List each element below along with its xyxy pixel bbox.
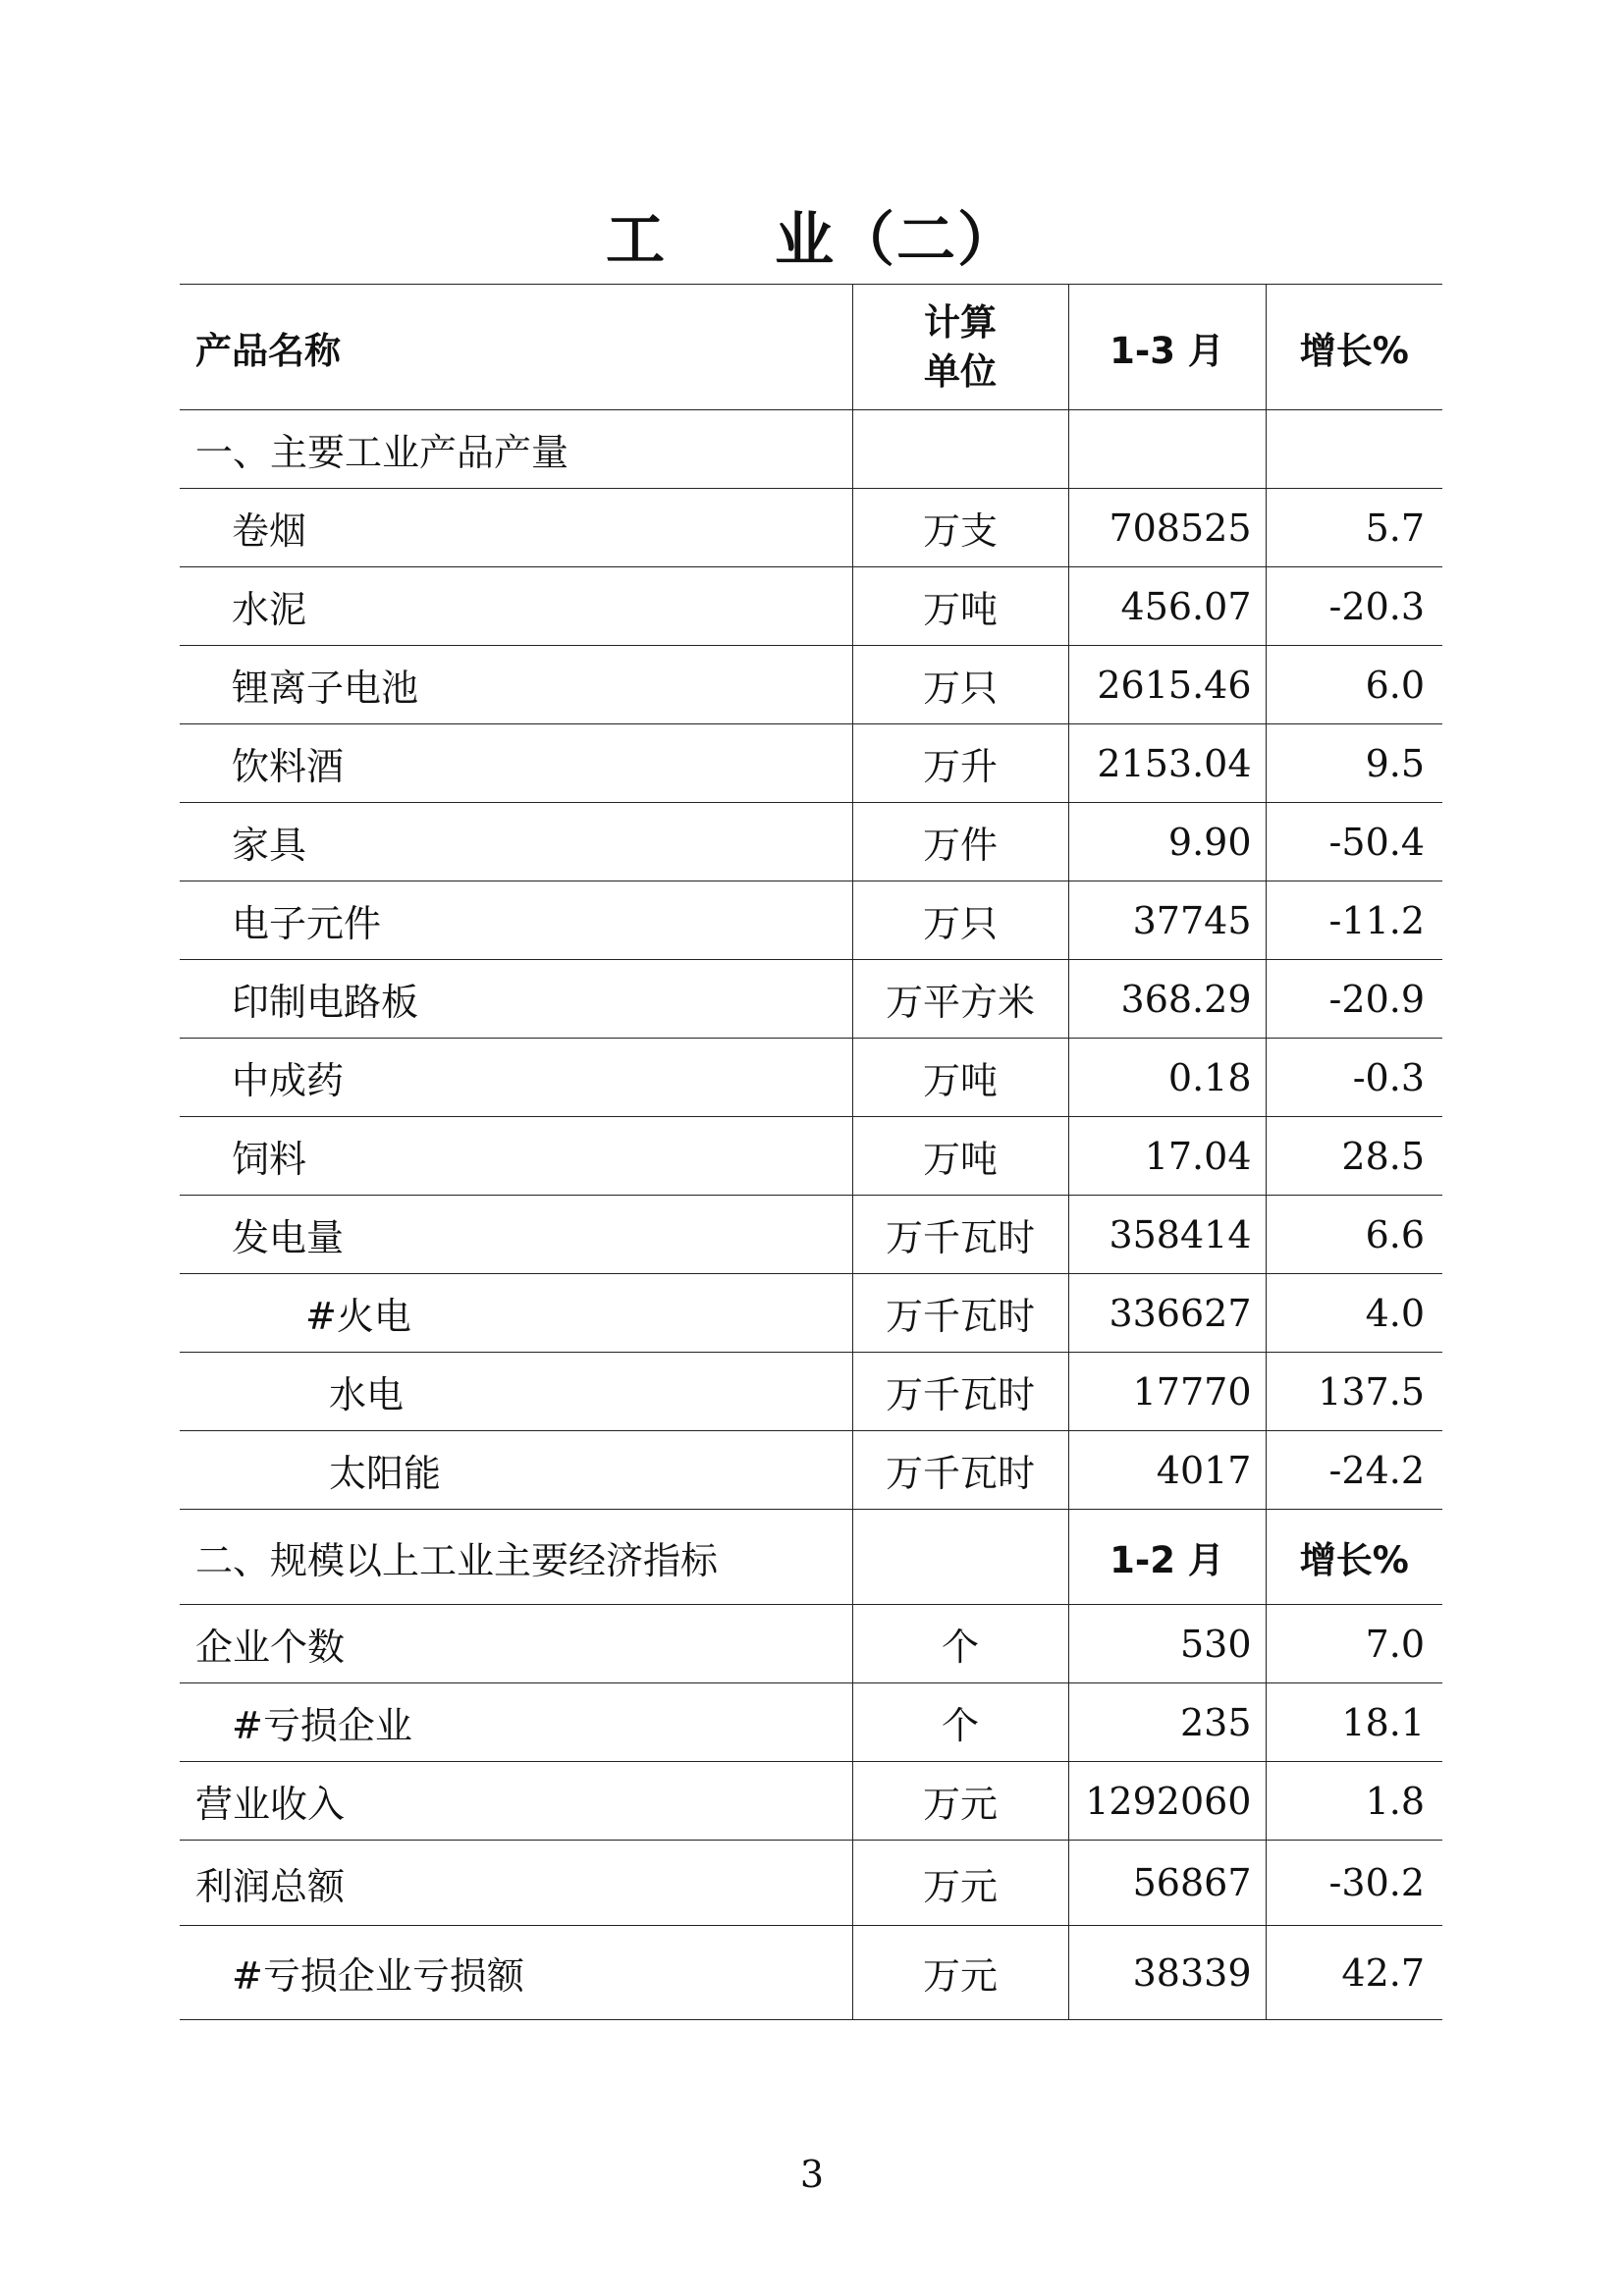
row-value: 2153.04 <box>1068 724 1266 803</box>
row-value: 235 <box>1068 1683 1266 1762</box>
row-name: 电子元件 <box>180 881 852 960</box>
row-name: 印制电路板 <box>180 960 852 1039</box>
table-row <box>180 1762 1442 1841</box>
row-unit: 万千瓦时 <box>852 1431 1068 1510</box>
row-name: 营业收入 <box>180 1762 852 1841</box>
row-value: 336627 <box>1068 1274 1266 1353</box>
row-unit: 万元 <box>852 1762 1068 1841</box>
section-label: 二、规模以上工业主要经济指标 <box>180 1510 852 1605</box>
row-growth: 4.0 <box>1266 1274 1442 1353</box>
row-unit: 万千瓦时 <box>852 1353 1068 1431</box>
row-growth: 28.5 <box>1266 1117 1442 1196</box>
page-title-part1: 工 <box>606 206 667 275</box>
row-name: 水泥 <box>180 567 852 646</box>
header-period: 1-3 月 <box>1068 285 1266 410</box>
section2-period: 1-2 月 <box>1068 1510 1266 1605</box>
row-growth: 1.8 <box>1266 1762 1442 1841</box>
row-name: 发电量 <box>180 1196 852 1274</box>
row-value: 530 <box>1068 1605 1266 1683</box>
table-row <box>180 881 1442 960</box>
table-row <box>180 803 1442 881</box>
row-unit: 万吨 <box>852 1117 1068 1196</box>
row-unit: 万平方米 <box>852 960 1068 1039</box>
header-unit: 计算 单位 <box>852 285 1068 410</box>
row-growth: -50.4 <box>1266 803 1442 881</box>
section2-growth: 增长% <box>1266 1510 1442 1605</box>
header-product-name: 产品名称 <box>180 285 852 410</box>
row-unit: 万只 <box>852 646 1068 724</box>
row-value: 17770 <box>1068 1353 1266 1431</box>
section-row-1 <box>180 410 1442 489</box>
row-value: 38339 <box>1068 1926 1266 2020</box>
row-name: #火电 <box>180 1274 852 1353</box>
row-name: 饲料 <box>180 1117 852 1196</box>
row-growth: -20.3 <box>1266 567 1442 646</box>
row-name: #亏损企业 <box>180 1683 852 1762</box>
row-unit: 万元 <box>852 1926 1068 2020</box>
row-name: 水电 <box>180 1353 852 1431</box>
row-growth: 6.0 <box>1266 646 1442 724</box>
row-growth: -11.2 <box>1266 881 1442 960</box>
row-growth: 18.1 <box>1266 1683 1442 1762</box>
row-growth: 6.6 <box>1266 1196 1442 1274</box>
row-value: 368.29 <box>1068 960 1266 1039</box>
row-name: 卷烟 <box>180 489 852 567</box>
table-row <box>180 1841 1442 1926</box>
table-row <box>180 724 1442 803</box>
row-unit: 个 <box>852 1605 1068 1683</box>
row-value: 0.18 <box>1068 1039 1266 1117</box>
row-name: 锂离子电池 <box>180 646 852 724</box>
row-growth: -30.2 <box>1266 1841 1442 1926</box>
row-name: 利润总额 <box>180 1841 852 1926</box>
row-growth: 9.5 <box>1266 724 1442 803</box>
row-value: 9.90 <box>1068 803 1266 881</box>
table-header-row <box>180 285 1442 410</box>
table-row <box>180 489 1442 567</box>
row-growth: -0.3 <box>1266 1039 1442 1117</box>
row-value: 4017 <box>1068 1431 1266 1510</box>
row-unit: 万支 <box>852 489 1068 567</box>
row-unit: 万千瓦时 <box>852 1274 1068 1353</box>
row-value: 56867 <box>1068 1841 1266 1926</box>
table-row <box>180 1039 1442 1117</box>
row-value: 37745 <box>1068 881 1266 960</box>
row-value: 456.07 <box>1068 567 1266 646</box>
row-growth: 5.7 <box>1266 489 1442 567</box>
table-row <box>180 1683 1442 1762</box>
section-label: 一、主要工业产品产量 <box>180 410 852 489</box>
row-unit: 个 <box>852 1683 1068 1762</box>
row-value: 708525 <box>1068 489 1266 567</box>
row-unit: 万千瓦时 <box>852 1196 1068 1274</box>
page-title <box>0 201 1624 280</box>
table-row <box>180 1926 1442 2020</box>
industry-table <box>180 284 1442 2020</box>
row-unit: 万吨 <box>852 1039 1068 1117</box>
row-unit: 万元 <box>852 1841 1068 1926</box>
header-growth: 增长% <box>1266 285 1442 410</box>
table-row <box>180 1274 1442 1353</box>
section-row-2 <box>180 1510 1442 1605</box>
page-title-part2: 业（二） <box>775 206 1018 275</box>
row-name: 家具 <box>180 803 852 881</box>
row-name: #亏损企业亏损额 <box>180 1926 852 2020</box>
row-unit: 万升 <box>852 724 1068 803</box>
row-unit: 万吨 <box>852 567 1068 646</box>
table-row <box>180 960 1442 1039</box>
row-unit: 万件 <box>852 803 1068 881</box>
table-row <box>180 1353 1442 1431</box>
row-growth: 42.7 <box>1266 1926 1442 2020</box>
row-unit: 万只 <box>852 881 1068 960</box>
table-row <box>180 1196 1442 1274</box>
row-name: 太阳能 <box>180 1431 852 1510</box>
row-name: 企业个数 <box>180 1605 852 1683</box>
row-value: 17.04 <box>1068 1117 1266 1196</box>
table-row <box>180 1605 1442 1683</box>
row-growth: -24.2 <box>1266 1431 1442 1510</box>
row-growth: 137.5 <box>1266 1353 1442 1431</box>
row-value: 2615.46 <box>1068 646 1266 724</box>
row-name: 饮料酒 <box>180 724 852 803</box>
row-name: 中成药 <box>180 1039 852 1117</box>
table-row <box>180 567 1442 646</box>
table-row <box>180 1117 1442 1196</box>
row-growth: 7.0 <box>1266 1605 1442 1683</box>
table-row <box>180 1431 1442 1510</box>
row-value: 1292060 <box>1068 1762 1266 1841</box>
row-growth: -20.9 <box>1266 960 1442 1039</box>
row-value: 358414 <box>1068 1196 1266 1274</box>
page-number: 3 <box>799 2153 825 2196</box>
table-row <box>180 646 1442 724</box>
